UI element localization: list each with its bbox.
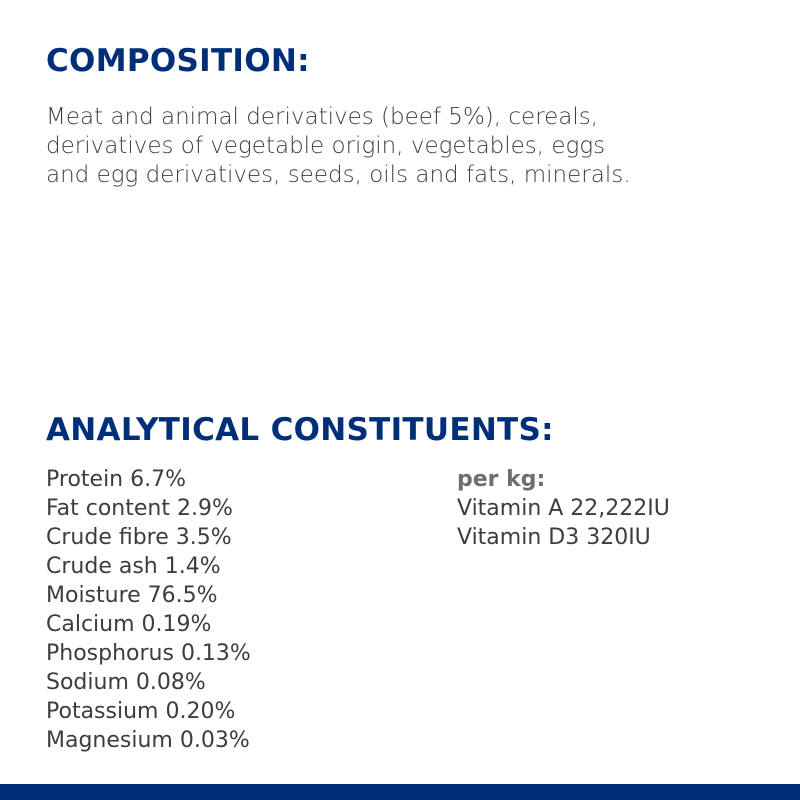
composition-line: derivatives of vegetable origin, vegetables, eggs bbox=[46, 133, 606, 159]
bottom-brand-bar bbox=[0, 784, 800, 800]
vitamin-item: Vitamin D3 320IU bbox=[457, 525, 651, 550]
constituent-item: Moisture 76.5% bbox=[46, 583, 218, 608]
constituent-item: Crude ash 1.4% bbox=[46, 554, 221, 579]
analytical-constituents-heading: ANALYTICAL CONSTITUENTS: bbox=[46, 412, 554, 448]
constituent-item: Crude fibre 3.5% bbox=[46, 525, 232, 550]
composition-heading: COMPOSITION: bbox=[46, 43, 310, 79]
constituent-item: Magnesium 0.03% bbox=[46, 728, 250, 753]
constituent-item: Fat content 2.9% bbox=[46, 496, 233, 521]
constituent-item: Sodium 0.08% bbox=[46, 670, 206, 695]
constituent-item: Protein 6.7% bbox=[46, 467, 187, 492]
composition-text bbox=[46, 103, 786, 190]
constituents-list bbox=[46, 465, 251, 755]
per-kg-label: per kg: bbox=[457, 467, 546, 492]
constituent-item: Potassium 0.20% bbox=[46, 699, 236, 724]
vitamin-item: Vitamin A 22,222IU bbox=[457, 496, 670, 521]
vitamins-list bbox=[457, 465, 670, 552]
composition-line: Meat and animal derivatives (beef 5%), cereals, bbox=[46, 104, 599, 130]
constituent-item: Phosphorus 0.13% bbox=[46, 641, 251, 666]
constituent-item: Calcium 0.19% bbox=[46, 612, 212, 637]
composition-line: and egg derivatives, seeds, oils and fats, minerals. bbox=[46, 162, 631, 188]
